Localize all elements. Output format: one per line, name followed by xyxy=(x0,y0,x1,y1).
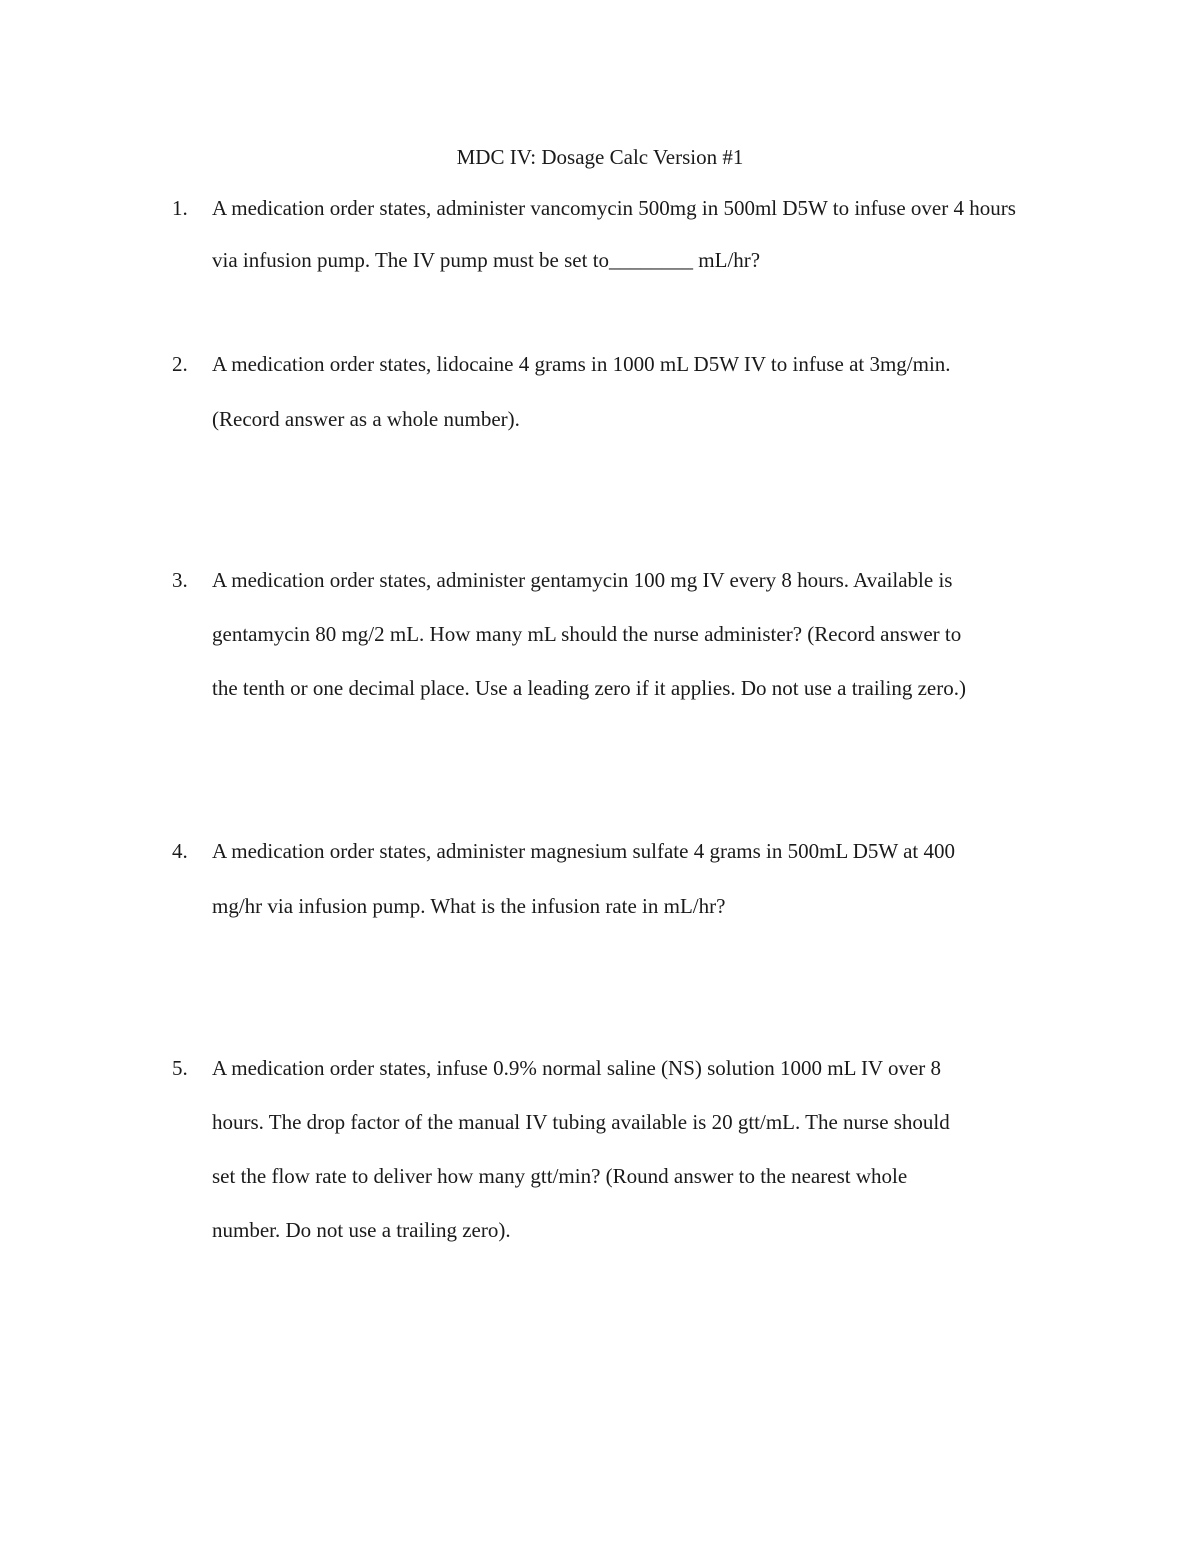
question-text-line: A medication order states, infuse 0.9% normal saline (NS) solution 1000 mL IV over 8 xyxy=(212,1056,942,1080)
question-text-line: set the flow rate to deliver how many gtt/min? (Round answer to the nearest whole xyxy=(212,1164,908,1188)
question-text-line: A medication order states, administer vancomycin 500mg in 500ml D5W to infuse over 4 hours xyxy=(212,196,1016,220)
question-text-line: hours. The drop factor of the manual IV tubing available is 20 gtt/mL. The nurse should xyxy=(212,1110,950,1134)
question-number: 5. xyxy=(172,1056,188,1080)
document-title: MDC IV: Dosage Calc Version #1 xyxy=(456,145,744,169)
question-text-line: the tenth or one decimal place. Use a leading zero if it applies. Do not use a trailing zero.) xyxy=(212,676,966,700)
question-text-line: A medication order states, lidocaine 4 grams in 1000 mL D5W IV to infuse at 3mg/min. xyxy=(212,352,951,376)
question-text-line: via infusion pump. The IV pump must be set to________ mL/hr? xyxy=(212,248,761,272)
question-text-line: A medication order states, administer magnesium sulfate 4 grams in 500mL D5W at 400 xyxy=(212,839,956,863)
question-text-line: mg/hr via infusion pump. What is the infusion rate in mL/hr? xyxy=(212,894,726,918)
question-text-line: (Record answer as a whole number). xyxy=(212,407,520,431)
question-text-line: number. Do not use a trailing zero). xyxy=(212,1218,511,1242)
question-number: 1. xyxy=(172,196,188,220)
question-text-line: A medication order states, administer gentamycin 100 mg IV every 8 hours. Available is xyxy=(212,568,953,592)
question-text-line: gentamycin 80 mg/2 mL. How many mL should the nurse administer? (Record answer to xyxy=(212,622,962,646)
question-number: 4. xyxy=(172,839,188,863)
question-number: 3. xyxy=(172,568,188,592)
question-number: 2. xyxy=(172,352,188,376)
